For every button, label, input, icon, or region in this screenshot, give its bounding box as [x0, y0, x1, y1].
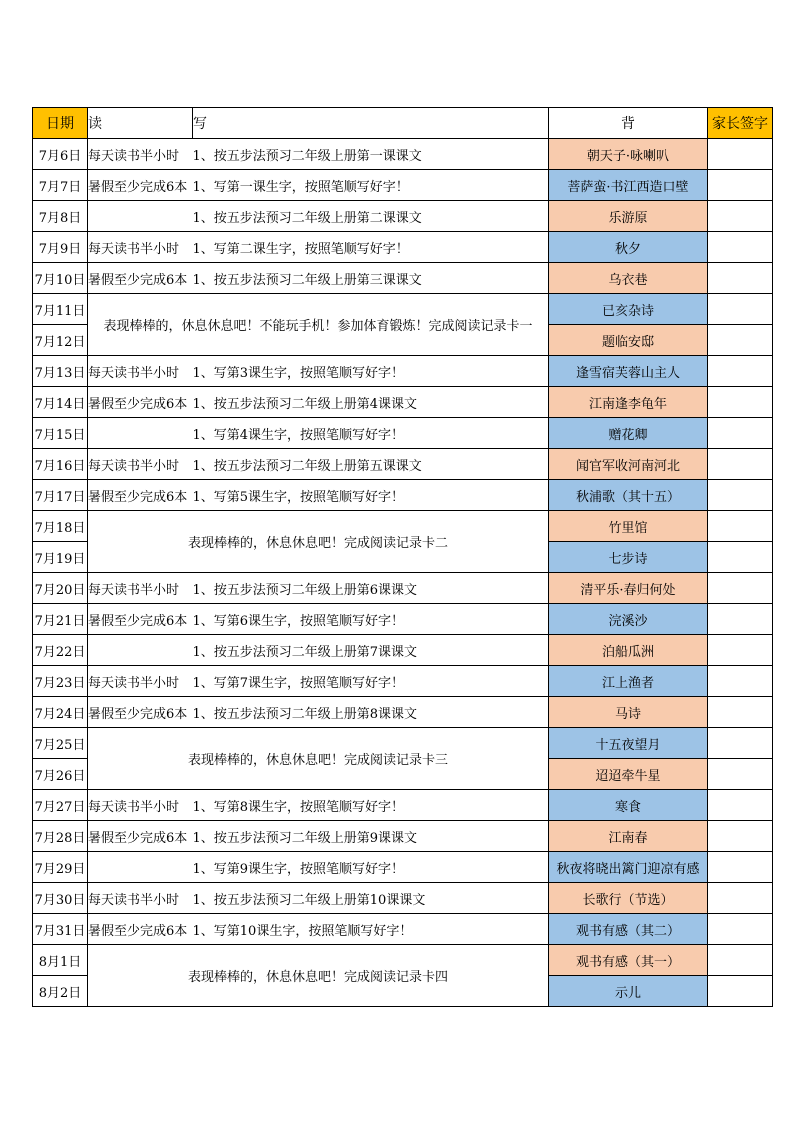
read-cell: 暑假至少完成6本 [88, 263, 193, 294]
parent-signature-cell[interactable] [708, 139, 773, 170]
read-cell: 暑假至少完成6本 [88, 914, 193, 945]
rest-day-cell: 表现棒棒的，休息休息吧！完成阅读记录卡三 [88, 728, 549, 790]
parent-signature-cell[interactable] [708, 232, 773, 263]
date-cell: 7月20日 [33, 573, 88, 604]
rest-day-cell: 表现棒棒的，休息休息吧！不能玩手机！参加体育锻炼！完成阅读记录卡一 [88, 294, 549, 356]
read-cell [88, 201, 193, 232]
parent-signature-cell[interactable] [708, 201, 773, 232]
table-row [33, 728, 773, 759]
recite-cell: 菩萨蛮·书江西造口壁 [549, 170, 708, 201]
parent-signature-cell[interactable] [708, 914, 773, 945]
date-cell: 7月8日 [33, 201, 88, 232]
parent-signature-cell[interactable] [708, 697, 773, 728]
table-row [33, 294, 773, 325]
recite-cell: 江上渔者 [549, 666, 708, 697]
recite-cell: 长歌行（节选） [549, 883, 708, 914]
write-cell: 1、按五步法预习二年级上册第二课课文 [193, 201, 549, 232]
recite-cell: 清平乐·春归何处 [549, 573, 708, 604]
parent-signature-cell[interactable] [708, 449, 773, 480]
recite-cell: 寒食 [549, 790, 708, 821]
table-row [33, 170, 773, 201]
table-row [33, 511, 773, 542]
read-cell: 每天读书半小时 [88, 449, 193, 480]
table-row [33, 480, 773, 511]
date-cell: 7月29日 [33, 852, 88, 883]
read-cell: 暑假至少完成6本 [88, 387, 193, 418]
parent-signature-cell[interactable] [708, 356, 773, 387]
read-cell: 每天读书半小时 [88, 883, 193, 914]
write-cell: 1、按五步法预习二年级上册第4课课文 [193, 387, 549, 418]
write-cell: 1、按五步法预习二年级上册第一课课文 [193, 139, 549, 170]
table-row [33, 883, 773, 914]
recite-cell: 七步诗 [549, 542, 708, 573]
recite-cell: 已亥杂诗 [549, 294, 708, 325]
read-cell: 暑假至少完成6本 [88, 821, 193, 852]
parent-signature-cell[interactable] [708, 852, 773, 883]
recite-cell: 朝天子·咏喇叭 [549, 139, 708, 170]
parent-signature-cell[interactable] [708, 604, 773, 635]
read-cell: 每天读书半小时 [88, 573, 193, 604]
plan-body [33, 139, 773, 1007]
write-cell: 1、按五步法预习二年级上册第7课课文 [193, 635, 549, 666]
recite-cell: 闻官军收河南河北 [549, 449, 708, 480]
date-cell: 7月27日 [33, 790, 88, 821]
date-cell: 7月19日 [33, 542, 88, 573]
recite-cell: 江南春 [549, 821, 708, 852]
write-cell: 1、按五步法预习二年级上册第10课课文 [193, 883, 549, 914]
recite-cell: 题临安邸 [549, 325, 708, 356]
table-row [33, 449, 773, 480]
write-cell: 1、写第二课生字，按照笔顺写好字！ [193, 232, 549, 263]
read-cell: 每天读书半小时 [88, 356, 193, 387]
parent-signature-cell[interactable] [708, 790, 773, 821]
read-cell: 每天读书半小时 [88, 232, 193, 263]
read-cell: 每天读书半小时 [88, 790, 193, 821]
date-cell: 7月30日 [33, 883, 88, 914]
rest-day-cell: 表现棒棒的，休息休息吧！完成阅读记录卡二 [88, 511, 549, 573]
table-row [33, 945, 773, 976]
parent-signature-cell[interactable] [708, 635, 773, 666]
date-cell: 7月21日 [33, 604, 88, 635]
date-cell: 7月12日 [33, 325, 88, 356]
parent-signature-cell[interactable] [708, 294, 773, 325]
parent-signature-cell[interactable] [708, 325, 773, 356]
parent-signature-cell[interactable] [708, 263, 773, 294]
date-cell: 7月22日 [33, 635, 88, 666]
table-row [33, 418, 773, 449]
date-cell: 7月25日 [33, 728, 88, 759]
recite-cell: 乐游原 [549, 201, 708, 232]
parent-signature-cell[interactable] [708, 418, 773, 449]
parent-signature-cell[interactable] [708, 759, 773, 790]
write-cell: 1、写第6课生字，按照笔顺写好字！ [193, 604, 549, 635]
date-cell: 7月28日 [33, 821, 88, 852]
parent-signature-cell[interactable] [708, 821, 773, 852]
table-row [33, 139, 773, 170]
recite-cell: 马诗 [549, 697, 708, 728]
table-row [33, 263, 773, 294]
read-cell: 暑假至少完成6本 [88, 604, 193, 635]
read-cell [88, 635, 193, 666]
date-cell: 7月26日 [33, 759, 88, 790]
write-cell: 1、写第5课生字，按照笔顺写好字！ [193, 480, 549, 511]
recite-cell: 江南逢李龟年 [549, 387, 708, 418]
recite-cell: 赠花卿 [549, 418, 708, 449]
date-cell: 8月2日 [33, 976, 88, 1007]
parent-signature-cell[interactable] [708, 883, 773, 914]
date-cell: 8月1日 [33, 945, 88, 976]
recite-cell: 竹里馆 [549, 511, 708, 542]
recite-cell: 观书有感（其一） [549, 945, 708, 976]
date-cell: 7月10日 [33, 263, 88, 294]
recite-cell: 泊船瓜洲 [549, 635, 708, 666]
read-cell: 每天读书半小时 [88, 666, 193, 697]
parent-signature-cell[interactable] [708, 976, 773, 1007]
read-cell [88, 852, 193, 883]
recite-cell: 秋浦歌（其十五） [549, 480, 708, 511]
recite-cell: 浣溪沙 [549, 604, 708, 635]
date-cell: 7月23日 [33, 666, 88, 697]
recite-column-header: 背 [549, 108, 708, 139]
recite-cell: 逢雪宿芙蓉山主人 [549, 356, 708, 387]
date-cell: 7月18日 [33, 511, 88, 542]
write-cell: 1、按五步法预习二年级上册第五课课文 [193, 449, 549, 480]
write-cell: 1、按五步法预习二年级上册第6课课文 [193, 573, 549, 604]
table-row [33, 697, 773, 728]
date-column-header: 日期 [33, 108, 88, 139]
parent-signature-cell[interactable] [708, 511, 773, 542]
parent-signature-cell[interactable] [708, 480, 773, 511]
table-row [33, 914, 773, 945]
date-cell: 7月11日 [33, 294, 88, 325]
table-row [33, 573, 773, 604]
recite-cell: 十五夜望月 [549, 728, 708, 759]
table-row [33, 356, 773, 387]
write-cell: 1、按五步法预习二年级上册第9课课文 [193, 821, 549, 852]
date-cell: 7月6日 [33, 139, 88, 170]
date-cell: 7月31日 [33, 914, 88, 945]
sign-column-header: 家长签字 [708, 108, 773, 139]
recite-cell: 秋夜将晓出篱门迎凉有感 [549, 852, 708, 883]
rest-day-cell: 表现棒棒的，休息休息吧！完成阅读记录卡四 [88, 945, 549, 1007]
read-column-header: 读 [88, 108, 193, 139]
write-cell: 1、写第一课生字，按照笔顺写好字！ [193, 170, 549, 201]
date-cell: 7月24日 [33, 697, 88, 728]
read-cell: 暑假至少完成6本 [88, 697, 193, 728]
date-cell: 7月13日 [33, 356, 88, 387]
write-cell: 1、按五步法预习二年级上册第三课课文 [193, 263, 549, 294]
parent-signature-cell[interactable] [708, 542, 773, 573]
table-row [33, 790, 773, 821]
date-cell: 7月14日 [33, 387, 88, 418]
header-row [33, 108, 773, 139]
recite-cell: 秋夕 [549, 232, 708, 263]
table-row [33, 852, 773, 883]
write-cell: 1、按五步法预习二年级上册第8课课文 [193, 697, 549, 728]
write-cell: 1、写第9课生字，按照笔顺写好字！ [193, 852, 549, 883]
write-cell: 1、写第4课生字，按照笔顺写好字！ [193, 418, 549, 449]
read-cell: 每天读书半小时 [88, 139, 193, 170]
parent-signature-cell[interactable] [708, 573, 773, 604]
table-row [33, 821, 773, 852]
date-cell: 7月9日 [33, 232, 88, 263]
table-row [33, 201, 773, 232]
table-row [33, 666, 773, 697]
write-column-header: 写 [193, 108, 549, 139]
table-row [33, 604, 773, 635]
parent-signature-cell[interactable] [708, 170, 773, 201]
date-cell: 7月17日 [33, 480, 88, 511]
parent-signature-cell[interactable] [708, 945, 773, 976]
recite-cell: 示儿 [549, 976, 708, 1007]
write-cell: 1、写第10课生字，按照笔顺写好字！ [193, 914, 549, 945]
recite-cell: 迢迢牵牛星 [549, 759, 708, 790]
date-cell: 7月16日 [33, 449, 88, 480]
read-cell: 暑假至少完成6本 [88, 170, 193, 201]
table-row [33, 387, 773, 418]
date-cell: 7月15日 [33, 418, 88, 449]
summer-plan-table [32, 107, 773, 1007]
date-cell: 7月7日 [33, 170, 88, 201]
read-cell: 暑假至少完成6本 [88, 480, 193, 511]
write-cell: 1、写第3课生字，按照笔顺写好字！ [193, 356, 549, 387]
write-cell: 1、写第8课生字，按照笔顺写好字！ [193, 790, 549, 821]
read-cell [88, 418, 193, 449]
recite-cell: 乌衣巷 [549, 263, 708, 294]
table-row [33, 232, 773, 263]
recite-cell: 观书有感（其二） [549, 914, 708, 945]
table-row [33, 635, 773, 666]
parent-signature-cell[interactable] [708, 728, 773, 759]
parent-signature-cell[interactable] [708, 666, 773, 697]
parent-signature-cell[interactable] [708, 387, 773, 418]
write-cell: 1、写第7课生字，按照笔顺写好字！ [193, 666, 549, 697]
